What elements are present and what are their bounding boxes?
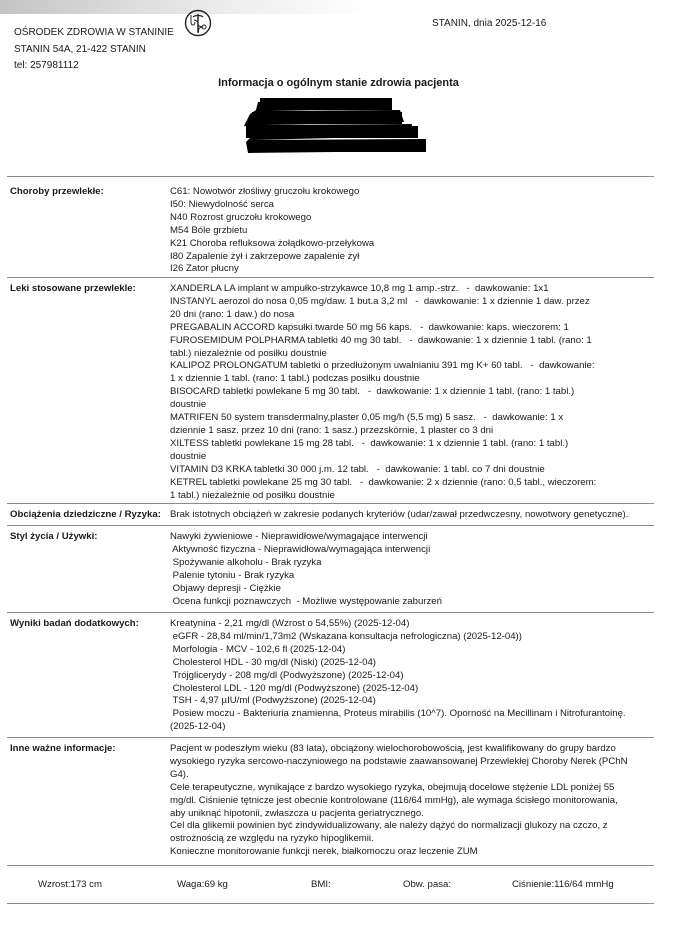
list-item: Palenie tytoniu - Brak ryzyka xyxy=(170,569,295,581)
blood-pressure-value: Ciśnienie:116/64 mmHg xyxy=(512,879,614,890)
list-item: M54 Bóle grzbietu xyxy=(170,224,248,236)
list-item: I80 Zapalenie żył i zakrzepowe zapalenie żył xyxy=(170,250,360,262)
list-item: Ocena funkcji poznawczych - Możliwe występowanie zaburzeń xyxy=(170,595,442,607)
list-item: Kreatynina - 2,21 mg/dl (Wzrost o 54,55%) (2025-12-04) xyxy=(170,618,410,629)
list-item: Cholesterol HDL - 30 mg/dl (Niski) (2025-12-04) xyxy=(170,656,376,668)
divider xyxy=(7,503,654,504)
redaction-mark xyxy=(240,96,430,154)
list-item: C61: Nowotwór złośliwy gruczołu krokowego xyxy=(170,186,360,197)
list-item: Cele terapeutyczne, wynikające z bardzo wysokiego ryzyka, obejmują docelowe stężenie LDL poniżej 55 xyxy=(170,781,615,793)
list-item: wysokiego ryzyka sercowo-naczyniowego na podstawie zaawansowanej Przewlekłej Choroby Nerek (PChN xyxy=(170,755,628,767)
list-item: TSH - 4,97 µIU/ml (Podwyższone) (2025-12-04) xyxy=(170,695,376,707)
list-item: FUROSEMIDUM POLPHARMA tabletki 40 mg 30 tabl. - dawkowanie: 1 x dziennie 1 tabl. (rano: 1 xyxy=(170,334,592,346)
list-item: Konieczne monitorowanie funkcji nerek, białkomoczu oraz leczenie ZUM xyxy=(170,846,478,858)
list-item: (2025-12-04) xyxy=(170,721,226,733)
list-item: ostrożnością ze względu na ryzyko hipoglikemii. xyxy=(170,833,374,845)
section-label: Wyniki badań dodatkowych: xyxy=(10,618,139,629)
divider xyxy=(7,525,654,526)
list-item: G4). xyxy=(170,768,189,780)
list-item: MATRIFEN 50 system transdermalny,plaster 0,05 mg/h (5,5 mg) 5 sasz. - dawkowanie: 1 x xyxy=(170,412,564,424)
list-item: Objawy depresji - Ciężkie xyxy=(170,582,281,594)
list-item: KALIPOZ PROLONGATUM tabletki o przedłużonym uwalnianiu 391 mg K+ 60 tabl. - dawkowanie: xyxy=(170,360,595,372)
list-item: Aktywność fizyczna - Nieprawidłowa/wymagająca interwencji xyxy=(170,543,431,555)
section-label: Leki stosowane przewlekle: xyxy=(10,283,136,294)
weight-value: Waga:69 kg xyxy=(177,879,228,890)
document-title: Informacja o ogólnym stanie zdrowia pacjenta xyxy=(218,77,459,89)
divider xyxy=(7,737,654,738)
list-item: Spożywanie alkoholu - Brak ryzyka xyxy=(170,556,322,568)
list-item: eGFR - 28,84 ml/min/1,73m2 (Wskazana konsultacja nefrologiczna) (2025-12-04)) xyxy=(170,630,522,642)
bmi-value: BMI: xyxy=(311,879,331,890)
divider xyxy=(7,612,654,613)
list-item: XANDERLA LA implant w ampułko-strzykawce 10,8 mg 1 amp.-strz. - dawkowanie: 1x1 xyxy=(170,283,549,294)
list-item: 1 tabl.) niezależnie od posiłku doustnie xyxy=(170,489,335,501)
height-value: Wzrost:173 cm xyxy=(38,879,102,890)
list-item: 20 dni (rano: 1 daw.) do nosa xyxy=(170,308,295,320)
list-item: Pacjent w podeszłym wieku (83 lata), obciążony wielochorobowością, jest kwalifikowany do grupy bardzo xyxy=(170,743,616,754)
list-item: XILTESS tabletki powlekane 15 mg 28 tabl. - dawkowanie: 1 x dziennie 1 tabl. (rano: 1 tabl.) xyxy=(170,437,569,449)
list-item: Morfologia - MCV - 102,6 fl (2025-12-04) xyxy=(170,643,346,655)
caduceus-stethoscope-icon xyxy=(184,9,212,37)
list-item: INSTANYL aerozol do nosa 0,05 mg/daw. 1 but.a 3,2 ml - dawkowanie: 1 x dziennie 1 daw. przez xyxy=(170,295,590,307)
section-content xyxy=(170,283,652,502)
scan-shadow xyxy=(0,0,677,14)
section-label: Choroby przewlekłe: xyxy=(10,186,104,197)
list-item: BISOCARD tabletki powlekane 5 mg 30 tabl. - dawkowanie: 1 x dziennie 1 tabl. (rano: 1 tabl.) xyxy=(170,386,575,398)
list-item: aby uniknąć hipotonii, zwłaszcza u pacjenta geriatrycznego. xyxy=(170,807,424,819)
list-item: VITAMIN D3 KRKA tabletki 30 000 j.m. 12 tabl. - dawkowanie: 1 tabl. co 7 dni doustnie xyxy=(170,463,545,475)
list-item: 1 x dziennie 1 tabl. (rano: 1 tabl.) podczas posiłku doustnie xyxy=(170,373,420,385)
list-item: doustnie xyxy=(170,399,207,411)
list-item: Nawyki żywieniowe - Nieprawidłowe/wymagające interwencji xyxy=(170,531,428,542)
list-item: PREGABALIN ACCORD kapsułki twarde 50 mg 56 kaps. - dawkowanie: kaps. wieczorem: 1 xyxy=(170,321,569,333)
section-label: Obciążenia dziedziczne / Ryzyka: xyxy=(10,509,161,520)
list-item: Posiew moczu - Bakteriuria znamienna, Proteus mirabilis (10^7). Oporność na Mecillinam i Nitrofurantoinę. xyxy=(170,708,626,720)
list-item: Cel dla glikemii powinien być zindywidualizowany, ale należy dążyć do normalizacji glukozy na czczo, z xyxy=(170,820,608,832)
section-content xyxy=(170,186,652,276)
divider xyxy=(7,277,654,278)
list-item: KETREL tabletki powlekane 25 mg 30 tabl. - dawkowanie: 2 x dziennie (rano: 0,5 tabl., wieczorem: xyxy=(170,476,597,488)
place-date: STANIN, dnia 2025-12-16 xyxy=(432,18,547,29)
clinic-address: STANIN 54A, 21-422 STANIN xyxy=(14,44,146,55)
divider xyxy=(7,865,654,866)
section-content xyxy=(170,509,652,522)
section-content xyxy=(170,743,652,859)
list-item: doustnie xyxy=(170,450,207,462)
list-item: tabl.) niezależnie od posiłku doustnie xyxy=(170,347,327,359)
list-item: mg/dl. Ciśnienie tętnicze jest obecnie kontrolowane (116/64 mmHg), ale wymaga ścisłego monitorowania, xyxy=(170,794,618,806)
divider xyxy=(7,903,654,904)
list-item: I50: Niewydolność serca xyxy=(170,198,274,210)
clinic-phone: tel: 257981112 xyxy=(14,60,79,71)
section-label: Inne ważne informacje: xyxy=(10,743,116,754)
section-content xyxy=(170,618,652,734)
list-item: Cholesterol LDL - 120 mg/dl (Podwyższone) (2025-12-04) xyxy=(170,682,419,694)
clinic-name: OŚRODEK ZDROWIA W STANINIE xyxy=(14,27,174,38)
list-item: Brak istotnych obciążeń w zakresie podanych kryteriów (udar/zawał przedwczesny, nowotwory genetyczne). xyxy=(170,509,629,520)
list-item: N40 Rozrost gruczołu krokowego xyxy=(170,211,312,223)
divider xyxy=(7,176,654,177)
waist-value: Obw. pasa: xyxy=(403,879,451,890)
section-label: Styl życia / Używki: xyxy=(10,531,98,542)
list-item: I26 Zator płucny xyxy=(170,263,239,275)
list-item: Trójglicerydy - 208 mg/dl (Podwyższone) (2025-12-04) xyxy=(170,669,404,681)
list-item: K21 Choroba refluksowa żołądkowo-przełykowa xyxy=(170,237,375,249)
section-content xyxy=(170,531,652,608)
list-item: dziennie 1 sasz. przez 10 dni (rano: 1 sasz.) przezskórnie, 1 plaster co 3 dni xyxy=(170,424,494,436)
